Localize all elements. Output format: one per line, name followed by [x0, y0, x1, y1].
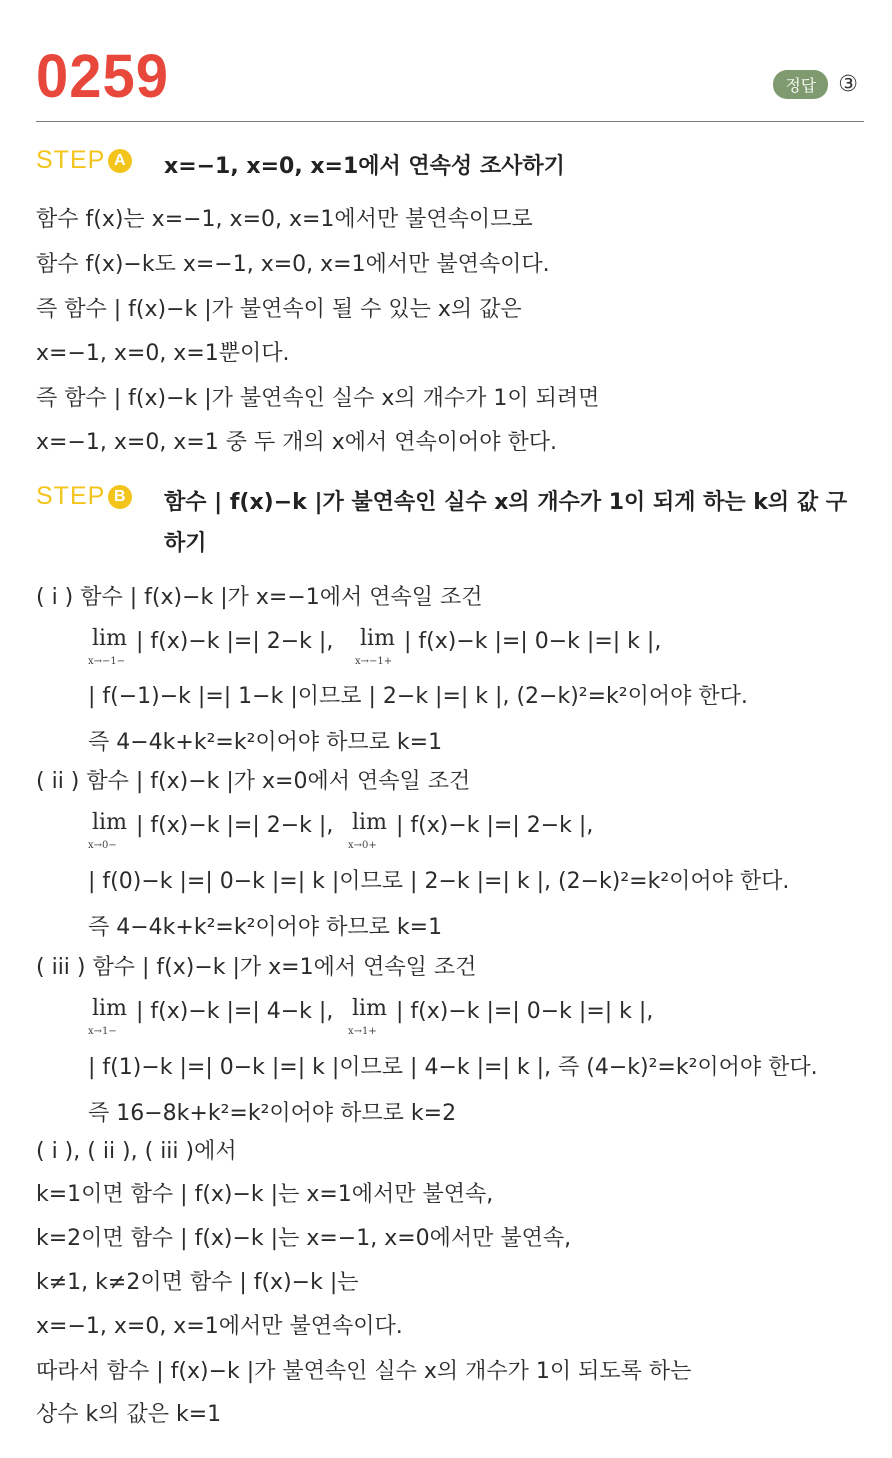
step-b-word: STEP — [36, 482, 106, 510]
case-1-lim-right-sub: x→−1+ — [355, 656, 393, 667]
case-2-lim-left-sub: x→0− — [88, 840, 117, 851]
case-3-lim-left: lim — [92, 996, 127, 1021]
case-2-line: 즉 4−4k+k²=k²이어야 하므로 k=1 — [88, 915, 443, 940]
step-a-letter-icon: A — [108, 149, 132, 173]
case-3-lim-right-sub: x→1+ — [348, 1026, 377, 1037]
case-2-lim-right-expr: | f(x)−k |=| 2−k |, — [396, 813, 594, 838]
step-a-label — [36, 146, 164, 175]
case-1-lim-left: lim — [92, 626, 127, 651]
case-3-lim-right: lim — [352, 996, 387, 1021]
step-b-letter-icon: B — [108, 485, 132, 509]
answer-badge: 정답 — [773, 70, 828, 99]
step-a-line: 함수 f(x)는 x=−1, x=0, x=1에서만 불연속이므로 — [36, 207, 533, 232]
step-a-line: x=−1, x=0, x=1 중 두 개의 x에서 연속이어야 한다. — [36, 430, 558, 455]
problem-number: 0259 — [36, 42, 170, 111]
conclusion-line: ( i ), ( ii ), ( iii )에서 — [36, 1139, 237, 1164]
case-3-line: 즉 16−8k+k²=k²이어야 하므로 k=2 — [88, 1101, 457, 1126]
case-1-line: | f(−1)−k |=| 1−k |이므로 | 2−k |=| k |, (2−k)²=k²이어야 한다. — [88, 684, 748, 709]
answer-box — [773, 70, 858, 99]
step-a-word: STEP — [36, 146, 106, 174]
case-2-lim-right-sub: x→0+ — [348, 840, 377, 851]
case-3-lim-right-expr: | f(x)−k |=| 0−k |=| k |, — [396, 999, 654, 1024]
case-2-lim-left-expr: | f(x)−k |=| 2−k |, — [136, 813, 334, 838]
case-1-lim-right-expr: | f(x)−k |=| 0−k |=| k |, — [404, 629, 662, 654]
case-3-line: | f(1)−k |=| 0−k |=| k |이므로 | 4−k |=| k |, 즉 (4−k)²=k²이어야 한다. — [88, 1055, 818, 1080]
step-a-line: x=−1, x=0, x=1뿐이다. — [36, 341, 290, 366]
case-2-lim-left: lim — [92, 810, 127, 835]
step-a-line: 즉 함수 | f(x)−k |가 불연속인 실수 x의 개수가 1이 되려면 — [36, 386, 600, 411]
step-a-line: 함수 f(x)−k도 x=−1, x=0, x=1에서만 불연속이다. — [36, 252, 550, 277]
case-2-lim-right: lim — [352, 810, 387, 835]
conclusion-line: x=−1, x=0, x=1에서만 불연속이다. — [36, 1314, 403, 1339]
conclusion-line: k≠1, k≠2이면 함수 | f(x)−k |는 — [36, 1270, 359, 1295]
case-3-heading: ( iii ) 함수 | f(x)−k |가 x=1에서 연속일 조건 — [36, 955, 477, 980]
case-2-heading: ( ii ) 함수 | f(x)−k |가 x=0에서 연속일 조건 — [36, 769, 471, 794]
step-a-line: 즉 함수 | f(x)−k |가 불연속이 될 수 있는 x의 값은 — [36, 297, 522, 322]
step-b-header — [36, 482, 864, 564]
conclusion-line: 상수 k의 값은 k=1 — [36, 1402, 222, 1427]
case-1-lim-left-sub: x→−1− — [88, 656, 126, 667]
conclusion-line: k=1이면 함수 | f(x)−k |는 x=1에서만 불연속, — [36, 1182, 494, 1207]
conclusion-line: 따라서 함수 | f(x)−k |가 불연속인 실수 x의 개수가 1이 되도록 하는 — [36, 1359, 692, 1384]
header-divider — [36, 121, 864, 122]
case-2-line: | f(0)−k |=| 0−k |=| k |이므로 | 2−k |=| k |, (2−k)²=k²이어야 한다. — [88, 869, 790, 894]
step-b-title: 함수 | f(x)−k |가 불연속인 실수 x의 개수가 1이 되게 하는 k의 값 구하기 — [164, 490, 847, 556]
case-3-lim-left-expr: | f(x)−k |=| 4−k |, — [136, 999, 334, 1024]
case-1-heading: ( i ) 함수 | f(x)−k |가 x=−1에서 연속일 조건 — [36, 585, 483, 610]
case-1-lim-left-expr: | f(x)−k |=| 2−k |, — [136, 629, 334, 654]
case-3-lim-left-sub: x→1− — [88, 1026, 117, 1037]
step-a-header — [36, 146, 864, 187]
answer-value: ③ — [838, 72, 858, 97]
case-1-line: 즉 4−4k+k²=k²이어야 하므로 k=1 — [88, 730, 443, 755]
conclusion-line: k=2이면 함수 | f(x)−k |는 x=−1, x=0에서만 불연속, — [36, 1226, 572, 1251]
case-1-lim-right: lim — [360, 626, 395, 651]
step-b-label — [36, 482, 164, 511]
step-a-title: x=−1, x=0, x=1에서 연속성 조사하기 — [164, 154, 565, 179]
